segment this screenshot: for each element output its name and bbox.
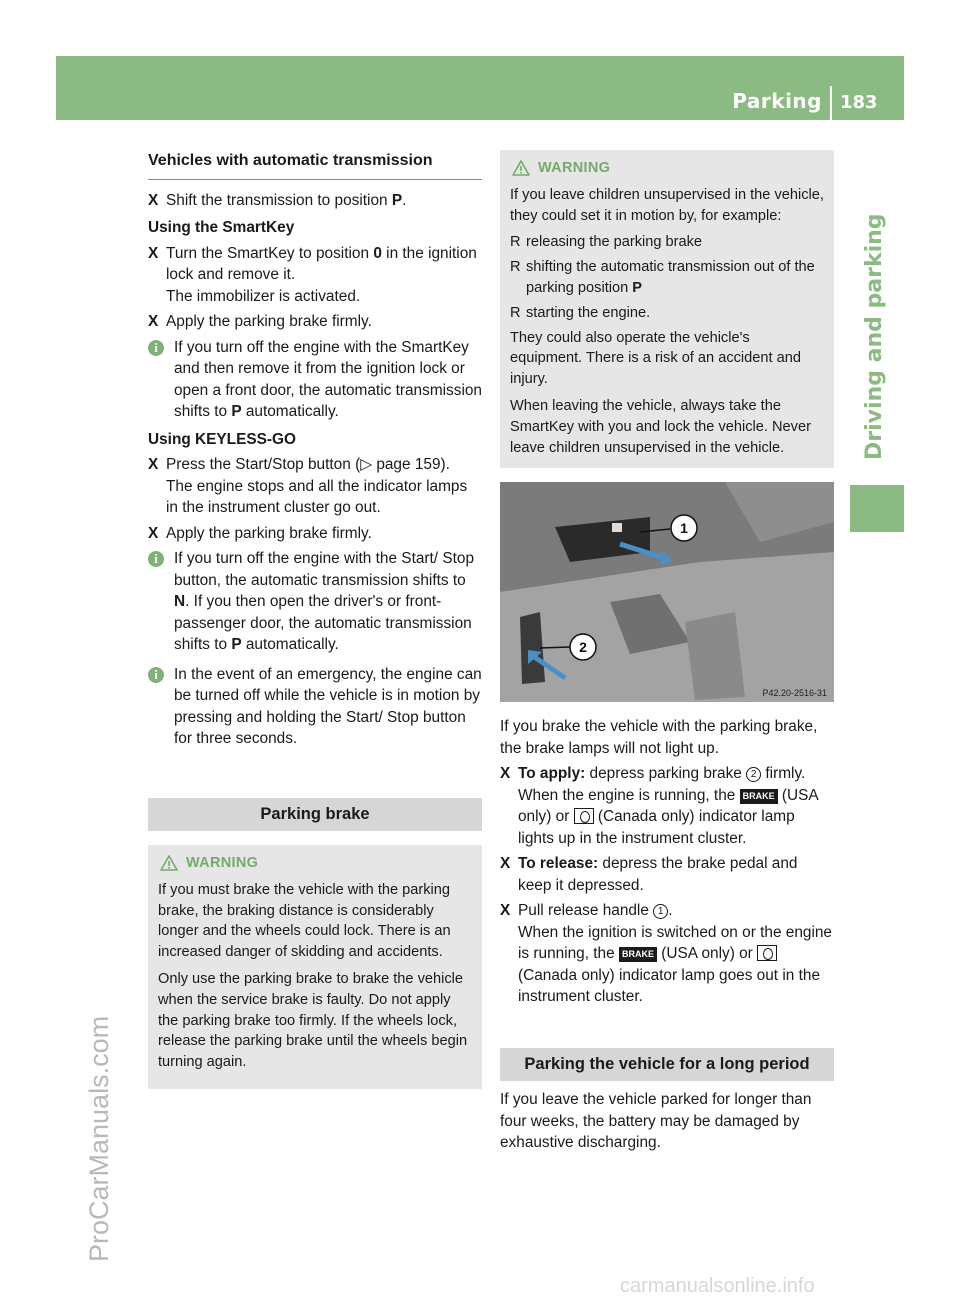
brake-indicator-icon: BRAKE (619, 947, 657, 962)
info-emergency (148, 664, 482, 750)
step-text-end: in the ignition lock and remove it. (166, 244, 477, 283)
bullet-icon: R (510, 234, 521, 251)
result-text: When the ignition is switched on or the engine is running, the (518, 923, 832, 963)
paragraph-brake-lamps: If you brake the vehicle with the parking brake, the brake lamps will not light up. (500, 718, 818, 757)
bullet-icon: R (510, 259, 521, 276)
warning-box-parking-brake (148, 845, 482, 1089)
warning-paragraph: They could also operate the vehicle's equipment. There is a risk of an accident and injury. (510, 329, 801, 388)
step-marker-icon: X (148, 244, 159, 262)
info-smartkey (148, 337, 482, 423)
photo-callout-2: 2 (579, 639, 587, 656)
step-text: Pull release handle (518, 902, 654, 920)
parking-brake-illustration (500, 482, 834, 702)
step-marker-icon: X (500, 765, 511, 783)
canada-brake-indicator-icon (757, 945, 777, 961)
header-divider (830, 86, 832, 120)
bullet-text: releasing the parking brake (526, 234, 703, 251)
info-text: In the event of an emergency, the engine can be turned off while the vehicle is in motion by pressing and holding the Start/ Stop button for three seconds. (174, 665, 482, 747)
warning-header (158, 853, 472, 874)
step-text: (USA only) or (518, 786, 818, 826)
step-text: firmly. When the engine is running, the (518, 765, 806, 804)
warning-label: WARNING (186, 855, 259, 871)
step-text: . (668, 902, 673, 920)
bullet-text: shifting the automatic transmission out of the parking position (526, 259, 815, 296)
parking-brake-photo (500, 482, 834, 702)
warning-label: WARNING (538, 160, 611, 176)
warning-paragraph: If you must brake the vehicle with the parking brake, the braking distance is considerably longer and the wheels could lock. There is an increased danger of skidding and accidents. (158, 881, 451, 961)
step-marker-icon: X (148, 313, 159, 330)
key-label: 0 (373, 244, 382, 262)
subtitle-smartkey: Using the SmartKey (148, 219, 295, 236)
step-apply-brake (148, 311, 482, 333)
step-to-release (500, 853, 834, 896)
info-text: If you turn off the engine with the Start/ Stop button, the automatic transmission shifts to (174, 550, 475, 589)
step-to-apply (500, 763, 834, 849)
step-text: depress the brake pedal and keep it depressed. (518, 855, 798, 894)
header-title: Parking (732, 89, 822, 113)
page-reference-link[interactable]: ▷ page 159). (360, 456, 450, 473)
step-turn-key (148, 243, 482, 308)
key-label: N (174, 593, 186, 610)
paragraph-long-period: If you leave the vehicle parked for longer than four weeks, the battery may be damaged by exhaustive discharging. (500, 1091, 812, 1152)
warning-paragraph: If you leave children unsupervised in the vehicle, they could set it in motion by, for example: (510, 186, 824, 224)
step-text: Press the Start/Stop button ( (166, 456, 361, 473)
callout-number-2: 2 (746, 767, 761, 782)
info-text-mid: . If you then open the driver's or front-passenger door, the automatic transmission shifts to (174, 593, 472, 653)
key-label: P (391, 191, 403, 209)
step-label: To apply: (518, 765, 586, 783)
info-icon: i (148, 551, 164, 567)
step-text: Apply the parking brake firmly. (166, 313, 372, 330)
step-press-start-stop (148, 454, 482, 519)
step-result (518, 922, 834, 1008)
watermark-bottom: carmanualsonline.info (620, 1275, 815, 1297)
step-shift (148, 190, 482, 212)
page-number: 183 (840, 92, 878, 113)
subtitle-keyless-go: Using KEYLESS-GO (148, 430, 296, 448)
step-result: The engine stops and all the indicator lamps in the instrument cluster go out. (166, 477, 468, 516)
key-label: P (231, 636, 242, 653)
step-apply-brake-2 (148, 523, 482, 545)
step-text: Apply the parking brake firmly. (166, 524, 372, 542)
step-result: The immobilizer is activated. (166, 287, 361, 305)
warning-bullet (510, 303, 824, 324)
side-tab-marker (850, 485, 904, 532)
key-label: P (231, 403, 242, 420)
step-text-end: . (402, 191, 407, 209)
step-text: Shift the transmission to position (166, 191, 392, 209)
photo-code: P42.20-2516-31 (762, 688, 827, 699)
warning-paragraph: Only use the parking brake to brake the vehicle when the service brake is faulty. Do not apply the parking brake too firmly. If the wheels lock, release the parking brake until the wheels begin turning again. (158, 970, 468, 1071)
step-marker-icon: X (148, 456, 159, 473)
step-marker-icon: X (148, 524, 159, 542)
warning-paragraph: When leaving the vehicle, always take the SmartKey with you and lock the vehicle. Never leave children unsupervised in the vehicle. (510, 397, 811, 456)
key-label: P (632, 279, 643, 296)
step-marker-icon: X (500, 855, 511, 873)
brake-indicator-icon: BRAKE (740, 789, 778, 804)
info-icon: i (148, 340, 164, 356)
warning-triangle-icon (512, 160, 530, 176)
info-keyless-go (148, 548, 482, 656)
warning-box-children (500, 150, 834, 468)
step-marker-icon: X (148, 191, 159, 209)
step-text: (Canada only) indicator lamp lights up in the instrument cluster. (518, 808, 795, 847)
section-title-parking-brake: Parking brake (148, 798, 482, 832)
warning-bullet (510, 232, 824, 253)
info-icon: i (148, 667, 164, 683)
section-title-automatic: Vehicles with automatic transmission (148, 150, 482, 180)
warning-bullet (510, 257, 824, 299)
info-text: If you turn off the engine with the SmartKey and then remove it from the ignition lock or open a front door, the automatic transmission shifts to (174, 338, 482, 420)
left-column (148, 150, 482, 1089)
callout-number-1: 1 (653, 904, 668, 919)
warning-triangle-icon (160, 855, 178, 871)
step-text: Turn the SmartKey to position (166, 244, 374, 262)
photo-callout-1: 1 (680, 520, 688, 537)
watermark-left: ProCarManuals.com (84, 1015, 114, 1262)
info-text-end: automatically. (241, 403, 339, 420)
result-text: (Canada only) indicator lamp goes out in the instrument cluster. (518, 966, 821, 1006)
result-text: (USA only) or (656, 945, 758, 963)
side-tab-label: Driving and parking (862, 213, 887, 460)
right-column (500, 150, 834, 1154)
info-text-end: automatically. (241, 636, 339, 653)
warning-header (510, 158, 824, 179)
step-pull-handle (500, 900, 834, 1008)
section-title-long-period: Parking the vehicle for a long period (500, 1048, 834, 1082)
step-marker-icon: X (500, 902, 511, 920)
bullet-icon: R (510, 304, 521, 321)
bullet-text: starting the engine. (526, 304, 651, 321)
step-text: depress parking brake (585, 765, 747, 783)
step-label: To release: (518, 855, 599, 873)
canada-brake-indicator-icon (574, 808, 594, 824)
